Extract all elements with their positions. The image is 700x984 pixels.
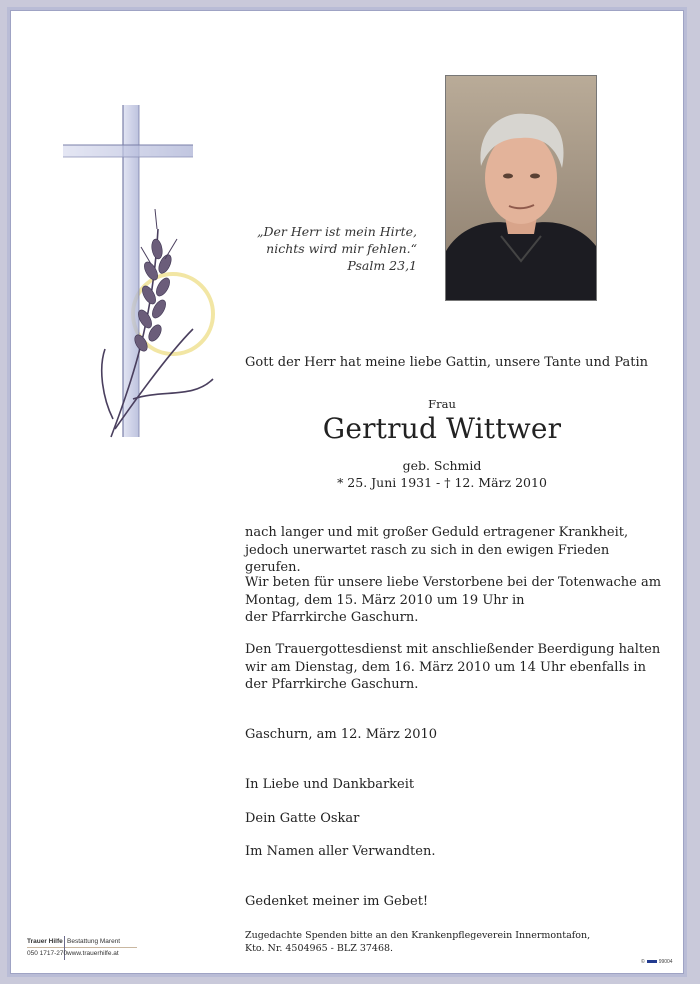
logo-phone: 050 1717-270 (27, 950, 68, 957)
copyright-code: 99004 (658, 959, 673, 965)
logo-trauer-hilfe: Trauer Hilfe (27, 938, 63, 945)
cross-wheat-illustration (53, 99, 223, 449)
copyright-symbol: © (641, 959, 645, 965)
donation-note (245, 929, 665, 955)
para2-line-1: Wir beten für unsere liebe Verstorbene bei der Totenwache am (245, 575, 662, 590)
logo-website[interactable]: www.trauerhilfe.at (67, 950, 119, 957)
portrait-illustration (446, 76, 596, 300)
donation-line-1: Zugedachte Spenden bitte an den Krankenpflegeverein Innermontafon, (245, 930, 591, 941)
donation-line-2: Kto. Nr. 4504965 - BLZ 37468. (245, 943, 394, 954)
cross-horizontal (63, 145, 193, 157)
quote-line-1: „Der Herr ist mein Hirte, (256, 224, 417, 239)
quote-line-2: nichts wird mir fehlen.“ (266, 241, 417, 256)
para3-line-1: Den Trauergottesdienst mit anschließender Beerdigung halten (245, 642, 661, 657)
mourner-husband: Dein Gatte Oskar (245, 811, 360, 826)
maiden-name: geb. Schmid (402, 458, 482, 473)
para2-line-2: Montag, dem 15. März 2010 um 19 Uhr in (245, 592, 525, 608)
paragraph-funeral (245, 641, 665, 694)
quote-source: Psalm 23,1 (347, 258, 417, 273)
place-date: Gaschurn, am 12. März 2010 (245, 727, 438, 742)
paragraph-passing (245, 524, 665, 577)
closing-love: In Liebe und Dankbarkeit (245, 777, 415, 792)
copyright-mark (641, 959, 673, 965)
deceased-name: Gertrud Wittwer (322, 412, 562, 445)
life-dates: * 25. Juni 1931 - † 12. März 2010 (337, 475, 547, 490)
funeral-home-logo (27, 936, 137, 976)
intro-text: Gott der Herr hat meine liebe Gattin, unsere Tante und Patin (245, 355, 648, 370)
logo-bestattung: Bestattung Marent (67, 938, 121, 945)
prayer-request: Gedenket meiner im Gebet! (245, 894, 429, 909)
portrait-photo (445, 75, 597, 301)
salutation: Frau (428, 397, 456, 411)
brand-icon (647, 960, 657, 963)
mourner-relatives: Im Namen aller Verwandten. (245, 844, 436, 859)
paragraph-wake (245, 574, 665, 627)
para2-line-3: der Pfarrkirche Gaschurn. (245, 610, 419, 625)
para3-line-2: wir am Dienstag, dem 16. März 2010 um 14 Uhr ebenfalls in (245, 659, 646, 675)
psalm-quote (241, 223, 417, 274)
para3-line-3: der Pfarrkirche Gaschurn. (245, 677, 419, 692)
obituary-card (10, 10, 684, 974)
para1-line-2: jedoch unerwartet rasch zu sich in den ewigen Frieden gerufen. (245, 542, 610, 575)
para1-line-1: nach langer und mit großer Geduld ertragener Krankheit, (245, 525, 629, 540)
